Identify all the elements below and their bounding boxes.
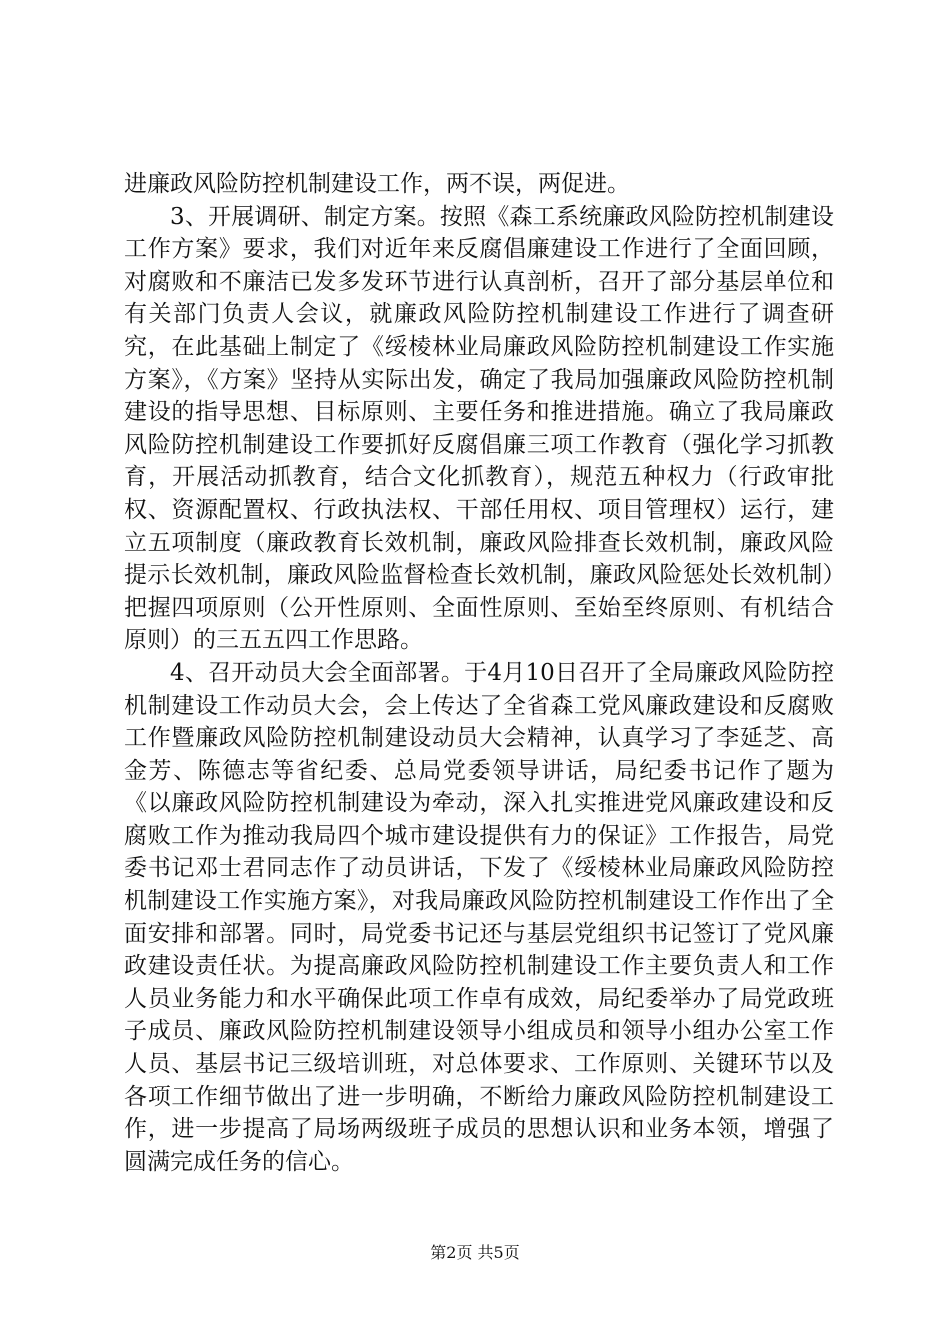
document-body (124, 168, 834, 1178)
paragraph-continuation: 进廉政风险防控机制建设工作，两不误，两促进。 (124, 171, 630, 197)
page-number-footer: 第2页 共5页 (430, 1243, 520, 1262)
paragraph-4-mobilization-meeting: 4、召开动员大会全面部署。于4月10日召开了全局廉政风险防控机制建设工作动员大会，会上传达了全省森工党风廉政建设和反腐败工作暨廉政风险防控机制建设动员大会精神，认真学习了李延芝、高金芳、陈德志等省纪委、总局党委领导讲话，局纪委书记作了题为《以廉政风险防控机制建设为牵动，深入扎实推进党风廉政建设和反腐败工作为推动我局四个城市建设提供有力的保证》工作报告，局党委书记邓士君同志作了动员讲话，下发了《绥棱林业局廉政风险防控机制建设工作实施方案》，对我局廉政风险防控机制建设工作作出了全面安排和部署。同时，局党委书记还与基层党组织书记签订了党风廉政建设责任状。为提高廉政风险防控机制建设工作主要负责人和工作人员业务能力和水平确保此项工作卓有成效，局纪委举办了局党政班子成员、廉政风险防控机制建设领导小组成员和领导小组办公室工作人员、基层书记三级培训班，对总体要求、工作原则、关键环节以及各项工作细节做出了进一步明确，不断给力廉政风险防控机制建设工作，进一步提高了局场两级班子成员的思想认识和业务本领，增强了圆满完成任务的信心。 (124, 659, 834, 1175)
paragraph-3-research-plan: 3、开展调研、制定方案。按照《森工系统廉政风险防控机制建设工作方案》要求，我们对近年来反腐倡廉建设工作进行了全面回顾，对腐败和不廉洁已发多发环节进行认真剖析，召开了部分基层单位和有关部门负责人会议，就廉政风险防控机制建设工作进行了调查研究，在此基础上制定了《绥棱林业局廉政风险防控机制建设工作实施方案》，《方案》坚持从实际出发，确定了我局加强廉政风险防控机制建设的指导思想、目标原则、主要任务和推进措施。确立了我局廉政风险防控机制建设工作要抓好反腐倡廉三项工作教育（强化学习抓教育，开展活动抓教育，结合文化抓教育），规范五种权力（行政审批权、资源配置权、行政执法权、干部任用权、项目管理权）运行，建立五项制度（廉政教育长效机制，廉政风险排查长效机制，廉政风险提示长效机制，廉政风险监督检查长效机制，廉政风险惩处长效机制）把握四项原则（公开性原则、全面性原则、至始至终原则、有机结合原则）的三五五四工作思路。 (124, 203, 834, 654)
